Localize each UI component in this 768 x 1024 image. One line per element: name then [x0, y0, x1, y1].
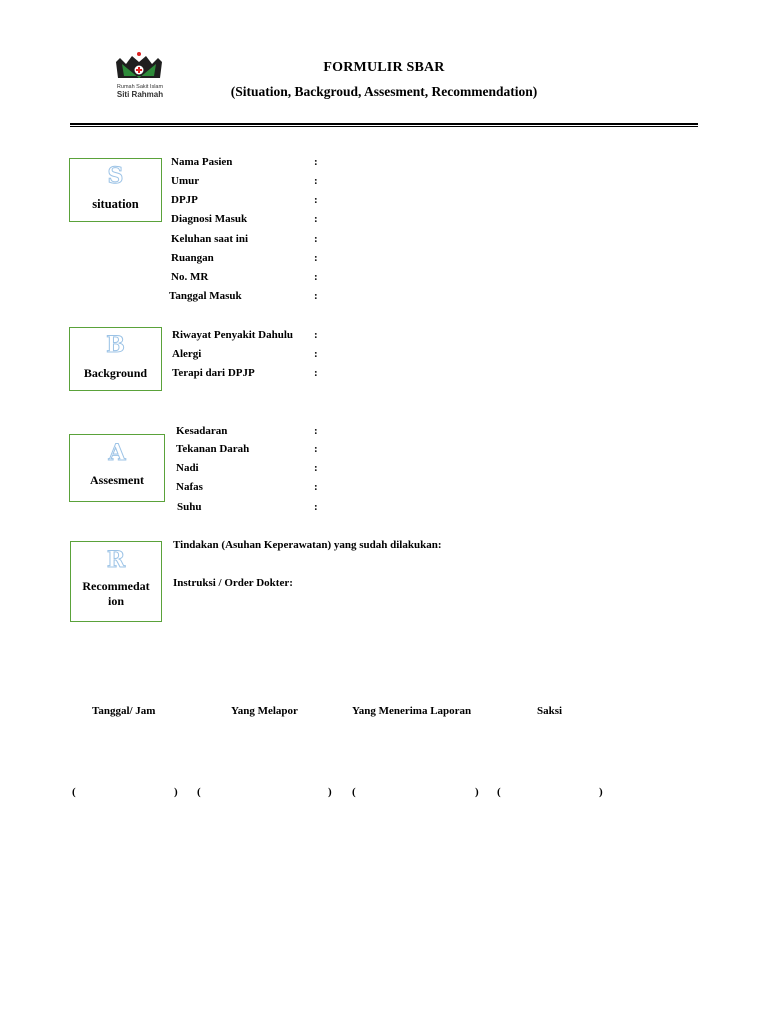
logo-line2: Siti Rahmah — [116, 90, 164, 99]
field-colon: : — [314, 213, 318, 225]
field-colon: : — [314, 233, 318, 245]
sig-header-yang-melapor: Yang Melapor — [231, 705, 298, 717]
field-colon: : — [314, 367, 318, 379]
header-divider-thin — [70, 126, 698, 127]
field-label-umur: Umur — [171, 175, 200, 187]
logo-line1: Rumah Sakit Islam — [116, 84, 164, 90]
sig-open-paren: ( — [497, 786, 501, 798]
field-label-tekanan-darah: Tekanan Darah — [176, 443, 250, 455]
assesment-label: Assesment — [90, 473, 144, 487]
field-colon: : — [314, 425, 318, 437]
sig-close-paren: ) — [475, 786, 479, 798]
field-colon: : — [314, 271, 318, 283]
background-letter: B — [106, 332, 125, 358]
field-label-kesadaran: Kesadaran — [176, 425, 228, 437]
field-colon: : — [314, 348, 318, 360]
sig-header-yang-menerima: Yang Menerima Laporan — [352, 705, 472, 717]
field-label-instruksi: Instruksi / Order Dokter: — [173, 577, 293, 589]
sig-header-tanggal-jam: Tanggal/ Jam — [92, 705, 156, 717]
field-colon: : — [314, 481, 318, 493]
field-colon: : — [314, 194, 318, 206]
field-label-alergi: Alergi — [172, 348, 202, 360]
sig-close-paren: ) — [174, 786, 178, 798]
field-colon: : — [314, 329, 318, 341]
situation-label: situation — [92, 197, 139, 211]
background-box — [69, 327, 162, 391]
form-subtitle: (Situation, Backgroud, Assesment, Recommendation) — [230, 84, 538, 99]
sig-open-paren: ( — [72, 786, 76, 798]
recommendation-label-line1: Recommedat — [82, 579, 150, 593]
field-label-diagnosi-masuk: Diagnosi Masuk — [171, 213, 248, 225]
form-title: FORMULIR SBAR — [323, 60, 445, 75]
situation-letter: S — [107, 163, 124, 189]
field-colon: : — [314, 252, 318, 264]
field-colon: : — [314, 443, 318, 455]
field-colon: : — [314, 175, 318, 187]
field-label-ruangan: Ruangan — [171, 252, 214, 264]
background-label: Background — [83, 366, 148, 380]
recommendation-box — [70, 541, 162, 622]
field-colon: : — [314, 156, 318, 168]
field-label-keluhan: Keluhan saat ini — [171, 233, 249, 245]
field-label-no-mr: No. MR — [171, 271, 209, 283]
recommendation-letter: R — [106, 547, 126, 573]
recommendation-label-line2: ion — [107, 594, 124, 608]
sig-open-paren: ( — [352, 786, 356, 798]
field-label-nama-pasien: Nama Pasien — [171, 156, 233, 168]
situation-box — [69, 158, 162, 222]
assesment-letter: A — [108, 440, 126, 466]
header-divider — [70, 123, 698, 125]
sig-close-paren: ) — [599, 786, 603, 798]
field-label-tindakan: Tindakan (Asuhan Keperawatan) yang sudah dilakukan: — [173, 539, 442, 551]
sig-close-paren: ) — [328, 786, 332, 798]
field-label-nafas: Nafas — [176, 481, 203, 493]
field-label-nadi: Nadi — [176, 462, 199, 474]
assesment-box — [69, 434, 165, 502]
field-label-dpjp: DPJP — [171, 194, 198, 206]
field-label-riwayat-penyakit: Riwayat Penyakit Dahulu — [172, 329, 294, 341]
field-colon: : — [314, 501, 318, 513]
field-colon: : — [314, 462, 318, 474]
field-colon: : — [314, 290, 318, 302]
field-label-tanggal-masuk: Tanggal Masuk — [169, 290, 242, 302]
field-label-terapi-dpjp: Terapi dari DPJP — [172, 367, 255, 379]
field-label-suhu: Suhu — [177, 501, 202, 513]
sig-header-saksi: Saksi — [537, 705, 563, 717]
sig-open-paren: ( — [197, 786, 201, 798]
